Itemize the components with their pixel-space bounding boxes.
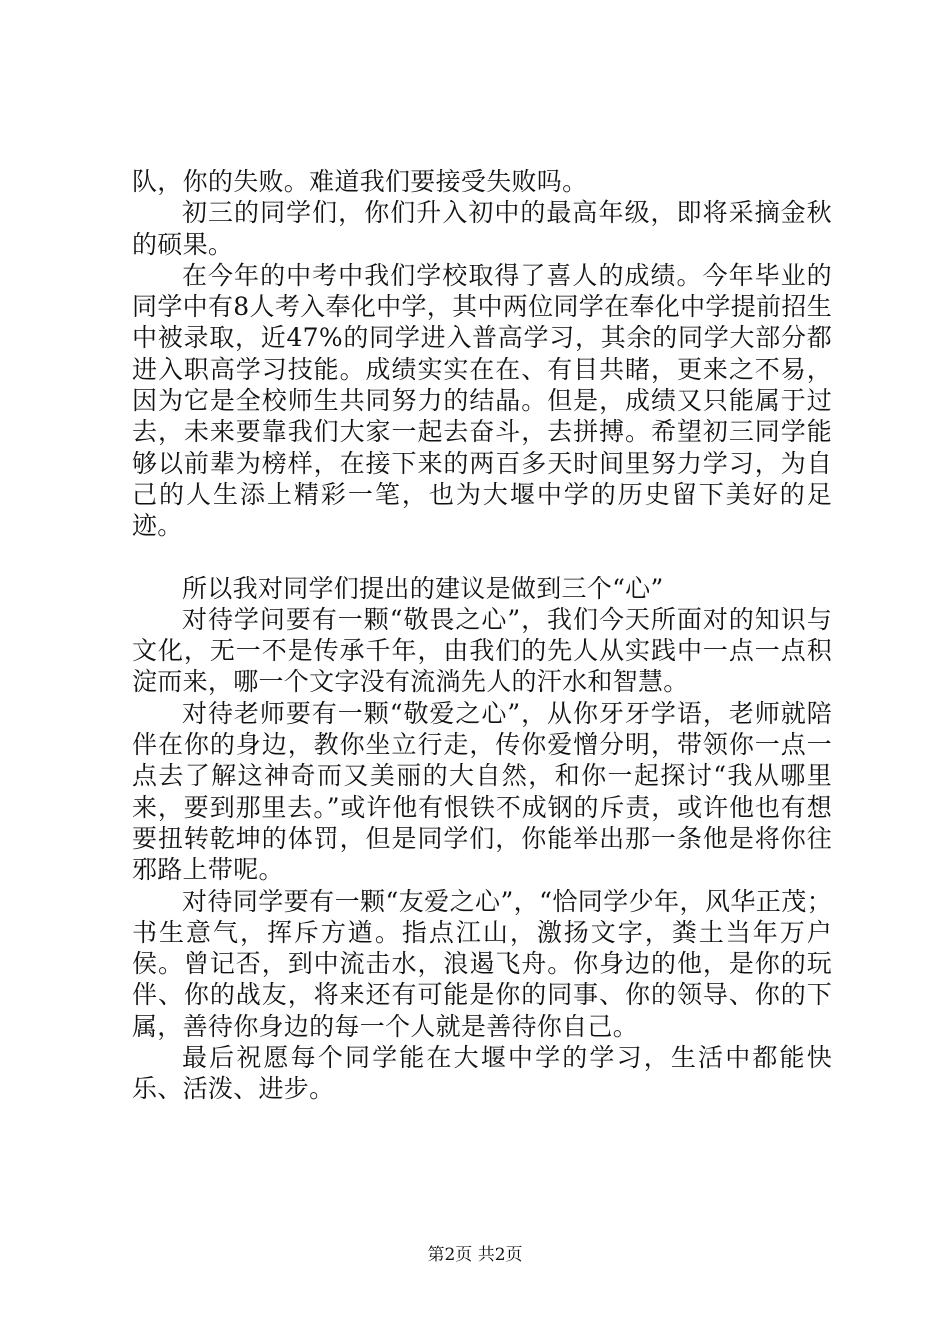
paragraph-respect-knowledge: 对待学问要有一颗“敬畏之心”，我们今天所面对的知识与文化，无一不是传承千年，由我们的先人从实践中一点一点积淀而来，哪一个文字没有流淌先人的汗水和智慧。 [132,604,832,697]
paragraph-continuation: 队，你的失败。难道我们要接受失败吗。 [132,167,588,196]
document-body [132,166,832,1105]
paragraph-spacer [132,542,832,573]
paragraph-three-hearts-intro: 所以我对同学们提出的建议是做到三个“心” [182,573,664,603]
paragraph-love-classmates: 对待同学要有一颗“友爱之心”，“恰同学少年，风华正茂；书生意气，挥斥方遒。指点江山，激扬文字，粪土当年万户侯。曾记否，到中流击水，浪遏飞舟。你身边的他，是你的玩伴、你的战友，将来还有可能是你的同事、你的领导、你的下属，善待你身边的每一个人就是善待你自己。 [132,886,832,1041]
page-number-footer: 第2页 共2页 [427,1245,523,1265]
paragraph-exam-results: 在今年的中考中我们学校取得了喜人的成绩。今年毕业的同学中有8人考入奉化中学，其中两位同学在奉化中学提前招生中被录取，近47%的同学进入普高学习，其余的同学大部分都进入职高学习技能。成绩实实在在、有目共睹，更来之不易，因为它是全校师生共同努力的结晶。但是，成绩又只能属于过去，未来要靠我们大家一起去奋斗，去拼搏。希望初三同学能够以前辈为榜样，在接下来的两百多天时间里努力学习，为自己的人生添上精彩一笔，也为大堰中学的历史留下美好的足迹。 [132,260,832,541]
paragraph-grade-nine: 初三的同学们，你们升入初中的最高年级，即将采摘金秋的硕果。 [132,198,832,259]
paragraph-closing-wishes: 最后祝愿每个同学能在大堰中学的学习，生活中都能快乐、活泼、进步。 [132,1043,832,1104]
paragraph-respect-teachers: 对待老师要有一颗“敬爱之心”，从你牙牙学语，老师就陪伴在你的身边，教你坐立行走，传你爱憎分明，带领你一点一点去了解这神奇而又美丽的大自然，和你一起探讨“我从哪里来，要到那里去。”或许他有恨铁不成钢的斥责，或许他也有想要扭转乾坤的体罚，但是同学们，你能举出那一条他是将你往邪路上带呢。 [132,698,832,885]
